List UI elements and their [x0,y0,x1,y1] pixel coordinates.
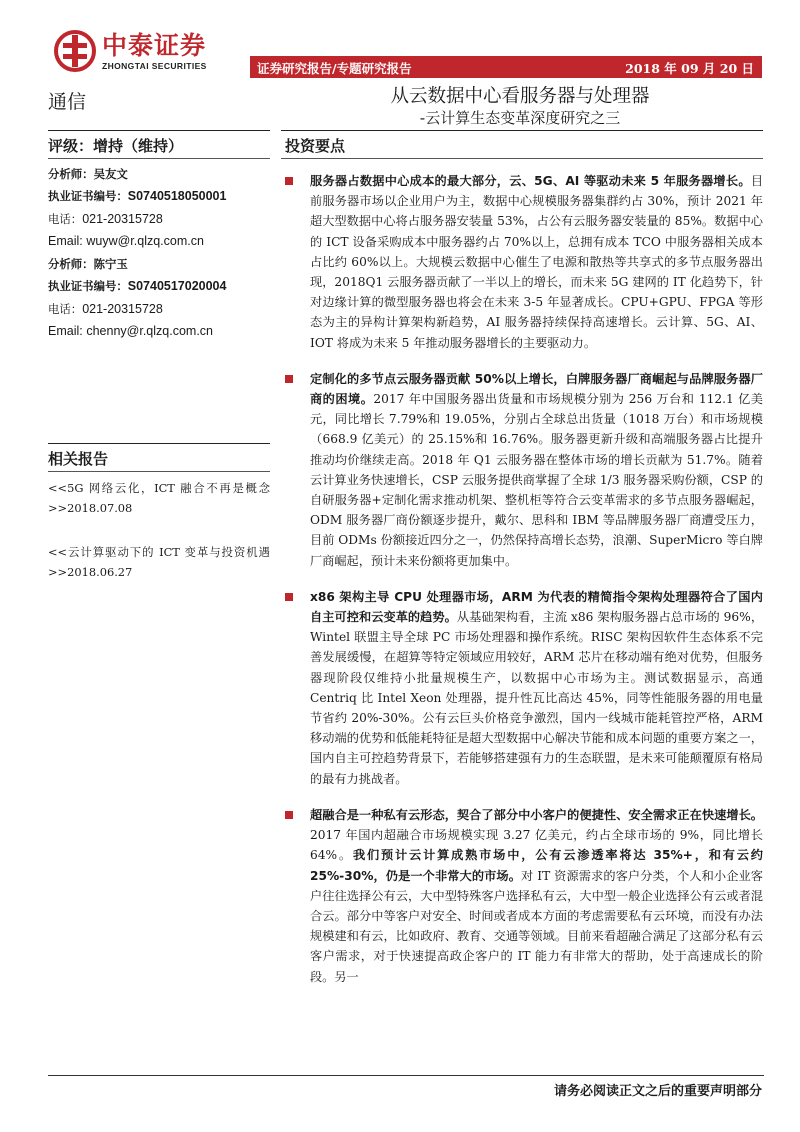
analyst-phone: 电话：021-20315728 [48,211,163,226]
analyst-phone: 电话：021-20315728 [48,301,163,316]
company-logo [54,30,207,72]
bullet-icon [285,593,293,601]
report-title: 从云数据中心看服务器与处理器 [390,86,650,107]
report-date: 2018 年 09 月 20 日 [625,61,754,76]
highlight-point: x86 架构主导 CPU 处理器市场，ARM 为代表的精简指令架构处理器符合了国内自主可控和云变革的趋势。从基础架构看，主流 x86 架构服务器占总市场的 96%，Wintel 联盟主导全球 PC 市场处理器和操作系统。RISC 架构因软件生态体系不完善发展缓慢，在超算等特定领域应用较好，ARM 芯片在移动端有绝对优势，但服务器现阶段仅维持小批量规模生产，以数据中心市场为主。测试数据显示，高通 Centriq 比 Intel Xeon 处理器，提升性瓦比高达 45%，同等性能服务器的用电量节省约 20%-30%。公有云巨头价格竞争激烈，国内一线城市能耗管控严格，ARM 移动端的优势和低能耗特征是超大型数据中心解决节能和成本问题的重要方案之一，国内自主可控趋势背景下，若能够搭建强有力的生态联盟，是未来可能颠覆原有格局的最有力挑战者。 [281,587,763,789]
report-type: 证券研究报告/专题研究报告 [257,61,412,76]
analyst-email: Email: chenny@r.qlzq.com.cn [48,324,213,338]
company-name-en: ZHONGTAI SECURITIES [102,60,207,71]
disclaimer-notice: 请务必阅读正文之后的重要声明部分 [553,1084,762,1099]
bullet-icon [285,177,293,185]
analyst-cert: 执业证书编号：S0740518050001 [48,189,227,203]
bullet-icon [285,811,293,819]
related-report-link[interactable]: <<云计算驱动下的 ICT 变革与投资机遇>>2018.06.27 [48,545,270,579]
related-reports-heading: 相关报告 [48,443,270,472]
footer-divider [48,1075,764,1076]
sidebar [48,130,270,582]
report-banner [250,56,762,78]
industry-label: 通信 [48,91,87,113]
company-logo-icon [54,30,96,72]
related-report-link[interactable]: <<5G 网络云化，ICT 融合不再是概念>>2018.07.08 [48,481,270,515]
highlight-point: 服务器占数据中心成本的最大部分，云、5G、AI 等驱动未来 5 年服务器增长。目前服务器市场以企业用户为主，数据中心规模服务器集群约占 30%，预计 2021 年超大型数据中心将占服务器安装量 53%，占公有云服务器安装量的 85%。数据中心的 ICT 设备采购成本中服务器约占 70%以上，总拥有成本 TCO 中服务器相关成本占比约 60%以上。大规模云数据中心催生了电源和散热等共享式的多节点服务器出现，2018Q1 云服务器贡献了一半以上的增长，而未来 5G 建网的 IT 化趋势下，针对边缘计算的微型服务器也将会在未来 3-5 年显著成长。CPU+GPU、FPGA 等形态为主的异构计算架构新趋势，AI 服务器持续保持高速增长。云计算、5G、AI、IOT 将成为未来 5 年推动服务器增长的主要驱动力。 [281,171,763,353]
highlights-heading: 投资要点 [281,130,763,159]
analyst-name: 分析师：吴友文 [48,166,128,181]
company-name-cn: 中泰证券 [102,30,207,60]
highlight-point: 定制化的多节点云服务器贡献 50%以上增长，白牌服务器厂商崛起与品牌服务器厂商的困境。2017 年中国服务器出货量和市场规模分别为 256 万台和 112.1 亿美元，同比增长 7.79%和 19.05%，分别占全球总出货量（1018 万台）和市场规模（668.9 亿美元）的 25.15%和 16.76%。服务器更新升级和高端服务器占比提升推动均价继续走高。2018 年 Q1 云服务器在整体市场的增长贡献为 51.7%。随着云计算业务快速增长，CSP 云服务提供商掌握了全球 1/3 服务器采购份额，CSP 的自研服务器+定制化需求推动机架、整机柜等符合云变革需求的多节点服务器崛起，ODM 服务器厂商份额逐步提升，戴尔、思科和 IBM 等品牌服务器厂商遭受压力，目前 ODMs 份额接近四分之一，仍然保持高增长态势，浪潮、SuperMicro 等白牌厂商崛起，预计未来份额将更加集中。 [281,369,763,571]
analyst-name: 分析师：陈宁玉 [48,256,128,271]
bullet-icon [285,375,293,383]
analyst-cert: 执业证书编号：S0740517020004 [48,279,227,293]
analyst-email: Email: wuyw@r.qlzq.com.cn [48,234,204,248]
rating-heading: 评级：增持（维持） [48,130,270,159]
investment-highlights [281,130,763,987]
highlight-point: 超融合是一种私有云形态，契合了部分中小客户的便捷性、安全需求正在快速增长。2017 年国内超融合市场规模实现 3.27 亿美元，约占全球市场的 9%，同比增长 64%。我们预计云计算成熟市场中，公有云渗透率将达 35%+，和有云约 25%-30%，仍是一个非常大的市场。对 IT 资源需求的客户分类，个人和小企业客户往往选择公有云，大中型特殊客户选择私有云，大中型一般企业选择公有云或者混合云。部分中等客户对安全、时间或者成本方面的考虑需要私有云环境，而没有办法规模建和有云，比如政府、教育、交通等领域。目前来看超融合满足了这部分私有云客户需求，对于快速提高政企客户的 IT 能力有非常大的帮助，处于高速成长的阶段。另一 [281,805,763,987]
report-subtitle: -云计算生态变革深度研究之三 [419,109,621,127]
